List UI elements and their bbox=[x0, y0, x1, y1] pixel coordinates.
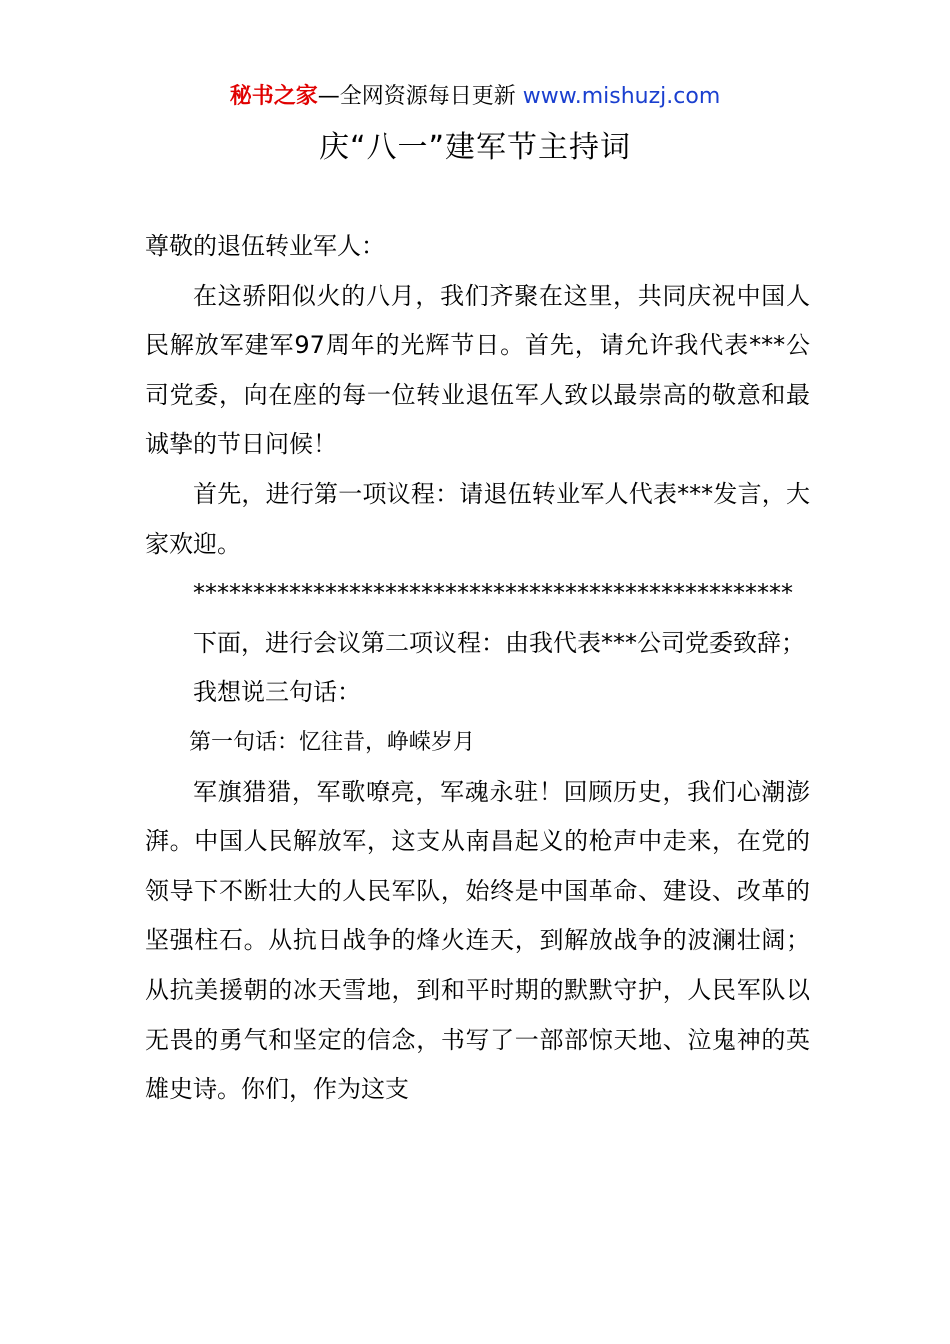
paragraph-history: 军旗猎猎，军歌嘹亮，军魂永驻！回顾历史，我们心潮澎湃。中国人民解放军，这支从南昌起义的枪声中走来，在党的领导下不断壮大的人民军队，始终是中国革命、建设、改革的坚强柱石。从抗日战争的烽火连天，到解放战争的波澜壮阔；从抗美援朝的冰天雪地，到和平时期的默默守护，人民军队以无畏的勇气和坚定的信念，书写了一部部惊天地、泣鬼神的英雄史诗。你们，作为这支 bbox=[145, 777, 810, 1104]
site-url-link[interactable]: www.mishuzj.com bbox=[522, 84, 721, 109]
document-title: 庆“八一”建军节主持词 bbox=[318, 130, 632, 165]
salutation: 尊敬的退伍转业军人： bbox=[145, 232, 385, 260]
paragraph-three-words: 我想说三句话： bbox=[193, 678, 361, 707]
paragraph-agenda-two: 下面，进行会议第二项议程：由我代表***公司党委致辞； bbox=[193, 628, 805, 657]
site-brand: 秘书之家 bbox=[229, 84, 318, 109]
site-header bbox=[0, 82, 950, 112]
site-slogan: —全网资源每日更新 bbox=[317, 84, 516, 109]
subheading-first: 第一句话：忆往昔，峥嵘岁月 bbox=[189, 729, 476, 755]
paragraph-agenda-one: 首先，进行第一项议程：请退伍转业军人代表***发言，大家欢迎。 bbox=[145, 479, 810, 558]
document-body bbox=[145, 222, 810, 1115]
separator-asterisks: ************************************************** bbox=[193, 579, 793, 608]
paragraph-opening: 在这骄阳似火的八月，我们齐聚在这里，共同庆祝中国人民解放军建军97周年的光辉节日。首先，请允许我代表***公司党委，向在座的每一位转业退伍军人致以最崇高的敬意和最诚挚的节日问候！ bbox=[145, 281, 810, 459]
